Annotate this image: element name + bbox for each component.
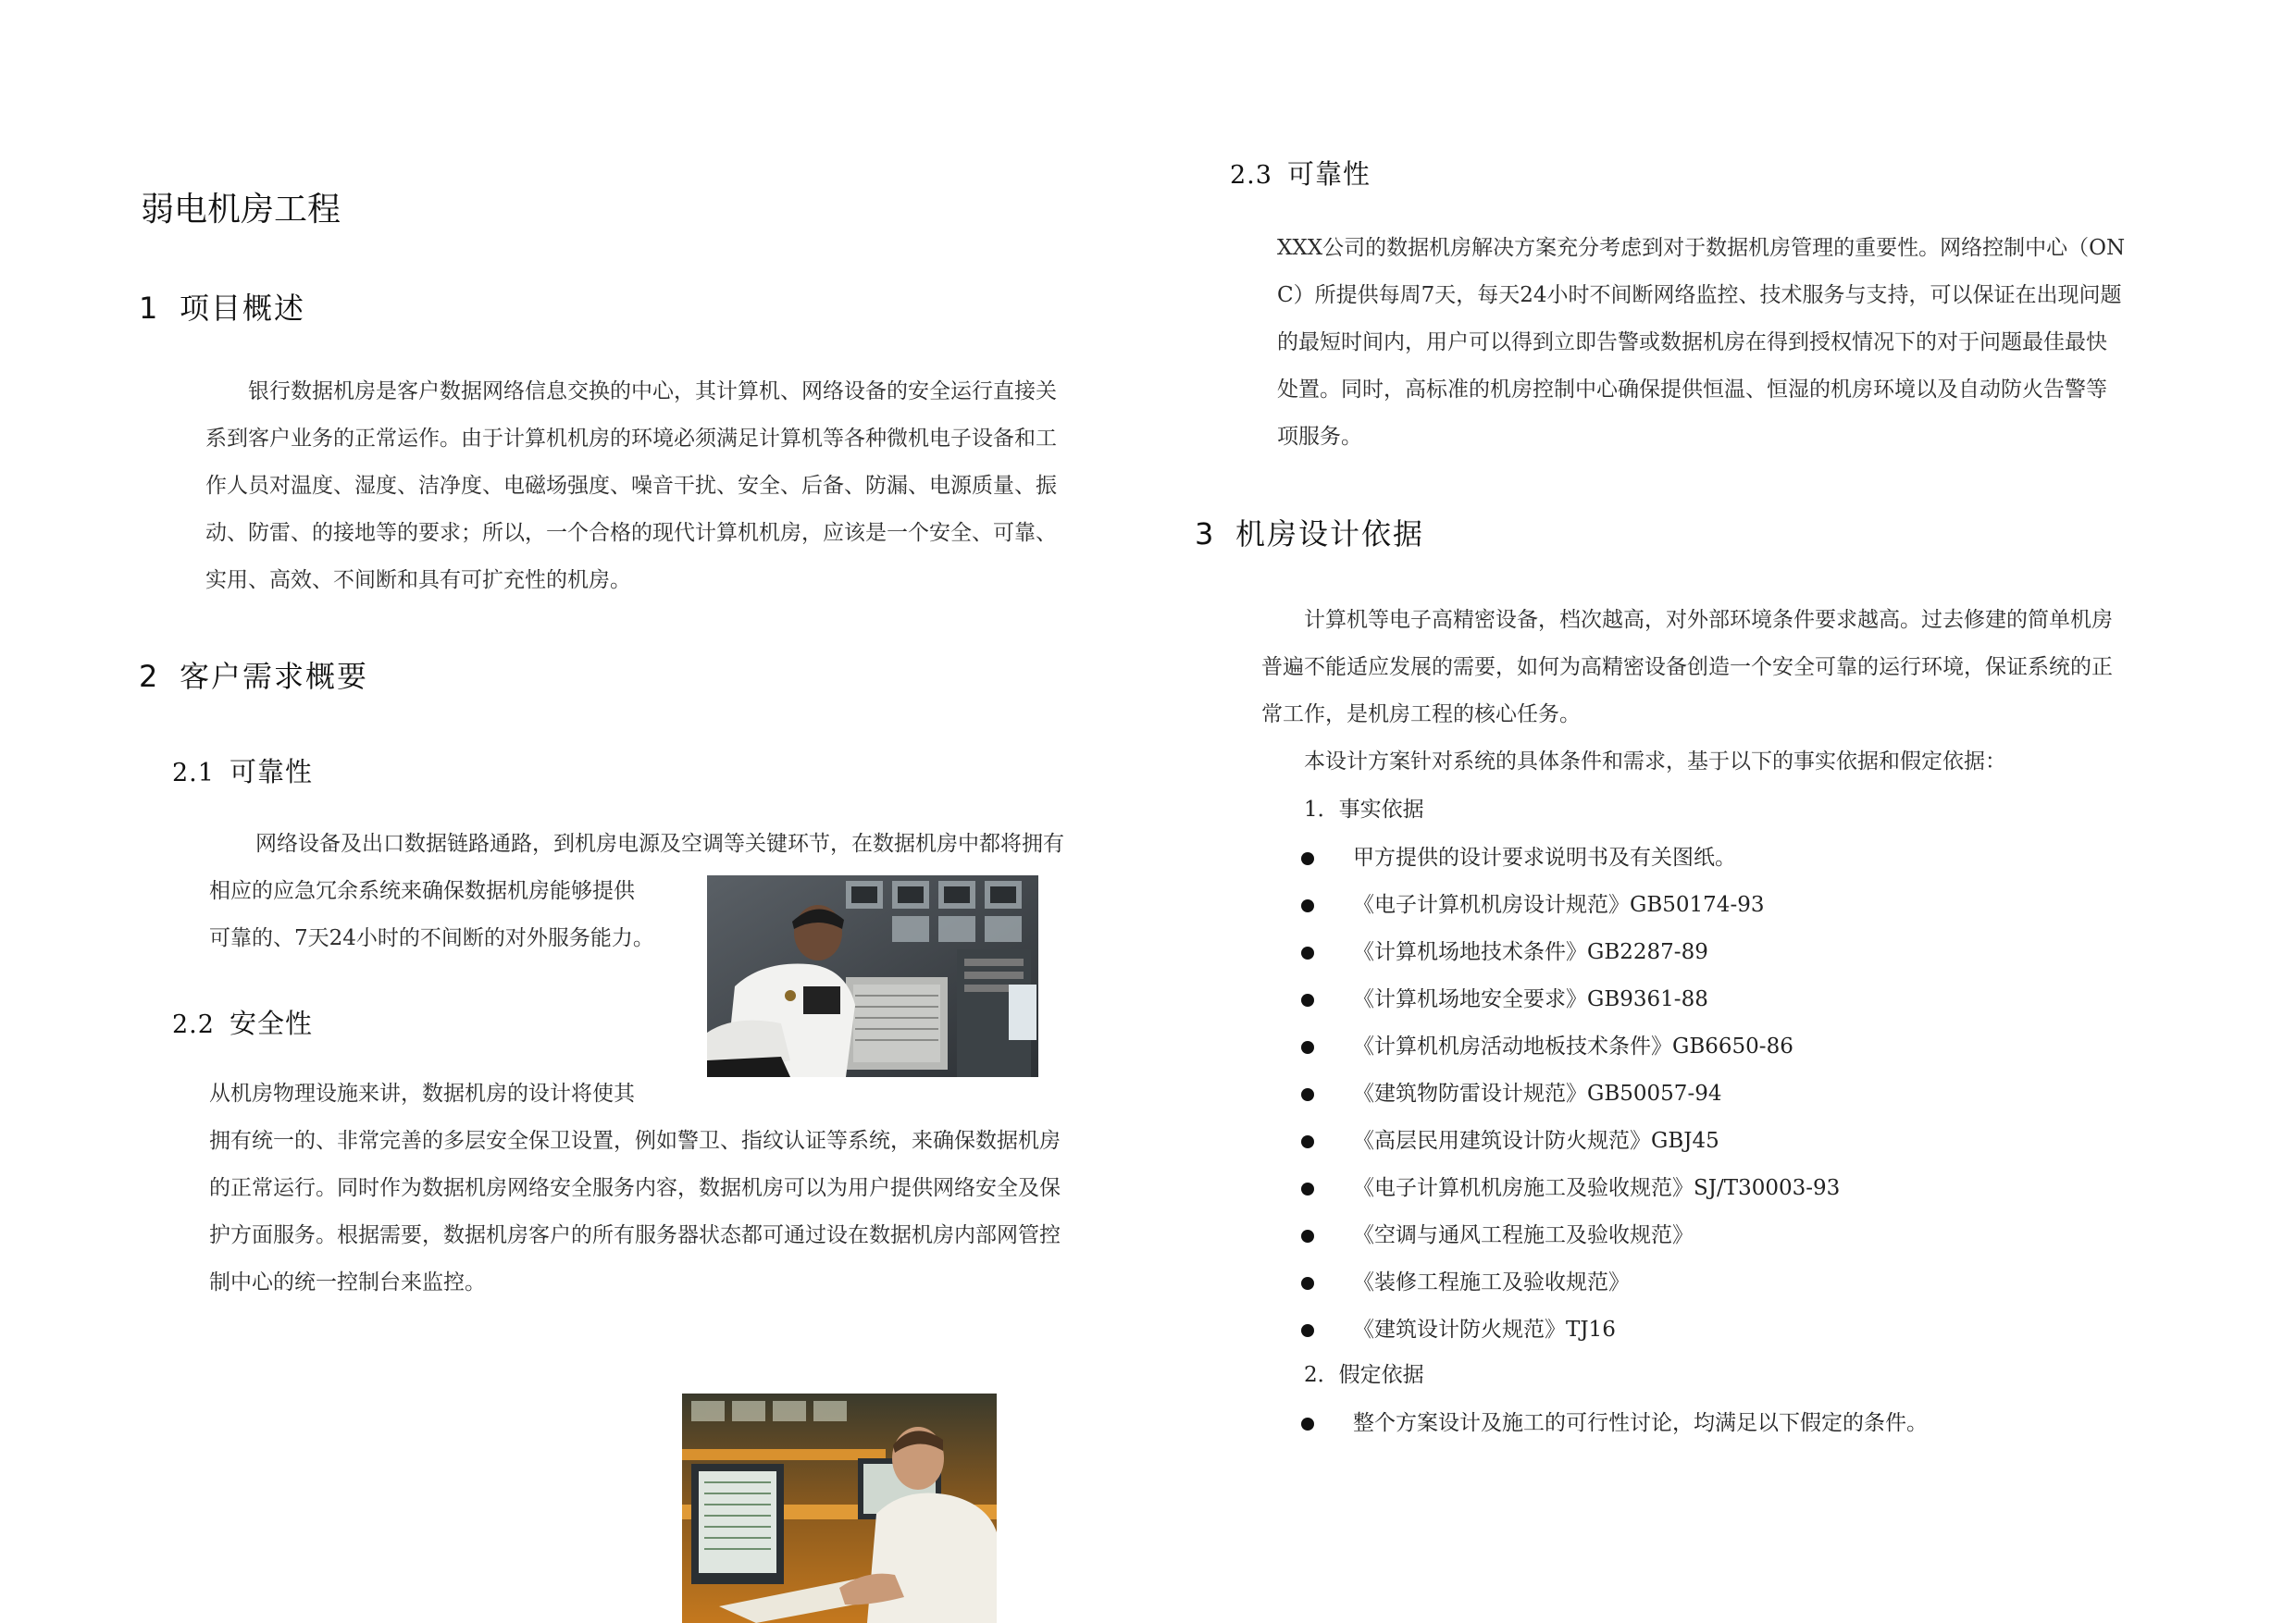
list-item: 《高层民用建筑设计防火规范》GBJ45 bbox=[1296, 1118, 2221, 1165]
bullet-icon bbox=[1301, 1230, 1314, 1243]
section-3-body bbox=[1261, 597, 2196, 786]
paragraph-line: 制中心的统一控制台来监控。 bbox=[209, 1270, 486, 1295]
bullet-icon bbox=[1301, 994, 1314, 1007]
paragraph-line: 动、防雷、的接地等的要求；所以，一个合格的现代计算机机房，应该是一个安全、可靠、 bbox=[205, 521, 1057, 545]
paragraph-line: 处置。同时，高标准的机房控制中心确保提供恒温、恒湿的机房环境以及自动防火告警等 bbox=[1277, 378, 2107, 402]
bullet-icon bbox=[1301, 947, 1314, 960]
section-title: 机房设计依据 bbox=[1235, 516, 1425, 551]
list-item: 《电子计算机机房设计规范》GB50174-93 bbox=[1296, 882, 2221, 929]
subsection-title: 可靠性 bbox=[230, 756, 314, 787]
subsection-title: 可靠性 bbox=[1287, 158, 1371, 190]
subsection-2-3-heading bbox=[1230, 154, 1371, 192]
subsection-number: 2.3 bbox=[1230, 161, 1272, 190]
paragraph-line: 的正常运行。同时作为数据机房网络安全服务内容，数据机房可以为用户提供网络安全及保 bbox=[209, 1176, 1061, 1200]
paragraph-line: 相应的应急冗余系统来确保数据机房能够提供 bbox=[209, 879, 635, 903]
list-item: 《电子计算机机房施工及验收规范》SJ/T30003-93 bbox=[1296, 1165, 2221, 1212]
paragraph-line: C）所提供每周7天，每天24小时不间断网络监控、技术服务与支持，可以保证在出现问题 bbox=[1277, 283, 2122, 307]
subsection-2-1-heading bbox=[172, 751, 313, 789]
bullet-icon bbox=[1301, 852, 1314, 865]
section-2-heading bbox=[139, 653, 368, 696]
bullet-icon bbox=[1301, 1277, 1314, 1290]
subsection-2-2-body bbox=[209, 1071, 1144, 1307]
bullet-icon bbox=[1301, 1183, 1314, 1196]
list-item: 甲方提供的设计要求说明书及有关图纸。 bbox=[1296, 835, 2221, 882]
list-item: 《计算机机房活动地板技术条件》GB6650-86 bbox=[1296, 1023, 2221, 1071]
list-item: 整个方案设计及施工的可行性讨论，均满足以下假定的条件。 bbox=[1296, 1400, 2221, 1447]
security-guard-photo bbox=[707, 875, 1038, 1077]
assumptions-label: 2．假定依据 bbox=[1304, 1363, 1424, 1387]
subsection-title: 安全性 bbox=[230, 1008, 314, 1039]
subsection-number: 2.2 bbox=[172, 1010, 215, 1039]
paragraph-line: 拥有统一的、非常完善的多层安全保卫设置，例如警卫、指纹认证等系统，来确保数据机房 bbox=[209, 1129, 1061, 1153]
paragraph-line: 常工作，是机房工程的核心任务。 bbox=[1261, 702, 1581, 726]
bullet-icon bbox=[1301, 899, 1314, 912]
bullet-icon bbox=[1301, 1088, 1314, 1101]
paragraph-line: 计算机等电子高精密设备，档次越高，对外部环境条件要求越高。过去修建的简单机房 bbox=[1304, 608, 2113, 632]
paragraph-line: 普遍不能适应发展的需要，如何为高精密设备创造一个安全可靠的运行环境，保证系统的正 bbox=[1261, 655, 2113, 679]
bullet-icon bbox=[1301, 1135, 1314, 1148]
intro-line: 本设计方案针对系统的具体条件和需求，基于以下的事实依据和假定依据： bbox=[1304, 750, 2006, 774]
list-item: 《建筑物防雷设计规范》GB50057-94 bbox=[1296, 1071, 2221, 1118]
section-1-heading bbox=[139, 285, 305, 328]
paragraph-line: XXX公司的数据机房解决方案充分考虑到对于数据机房管理的重要性。网络控制中心（ON bbox=[1277, 236, 2126, 260]
paragraph-line: 银行数据机房是客户数据网络信息交换的中心，其计算机、网络设备的安全运行直接关 bbox=[248, 379, 1057, 403]
paragraph-line: 作人员对温度、湿度、洁净度、电磁场强度、噪音干扰、安全、后备、防漏、电源质量、振 bbox=[205, 474, 1057, 498]
bullet-icon bbox=[1301, 1041, 1314, 1054]
subsection-2-3-body bbox=[1277, 225, 2203, 461]
subsection-2-2-heading bbox=[172, 1003, 313, 1041]
section-number: 2 bbox=[139, 659, 160, 694]
section-number: 3 bbox=[1195, 516, 1216, 551]
paragraph-line: 项服务。 bbox=[1277, 425, 1362, 449]
list-item: 《建筑设计防火规范》TJ16 bbox=[1296, 1307, 2221, 1354]
bullet-icon bbox=[1301, 1324, 1314, 1337]
list-item: 《空调与通风工程施工及验收规范》 bbox=[1296, 1212, 2221, 1259]
section-title: 客户需求概要 bbox=[180, 659, 369, 694]
paragraph-line: 护方面服务。根据需要，数据机房客户的所有服务器状态都可通过设在数据机房内部网管控 bbox=[209, 1223, 1061, 1247]
section-3-heading bbox=[1195, 511, 1424, 553]
paragraph-line: 的最短时间内，用户可以得到立即告警或数据机房在得到授权情况下的对于问题最佳最快 bbox=[1277, 330, 2107, 354]
assumptions-list bbox=[1296, 1400, 2221, 1447]
paragraph-line: 系到客户业务的正常运作。由于计算机机房的环境必须满足计算机等各种微机电子设备和工 bbox=[205, 427, 1057, 451]
paragraph-line: 可靠的、7天24小时的不间断的对外服务能力。 bbox=[209, 926, 654, 950]
subsection-number: 2.1 bbox=[172, 759, 215, 787]
bullet-icon bbox=[1301, 1418, 1314, 1431]
document-title: 弱电机房工程 bbox=[141, 191, 341, 229]
section-title: 项目概述 bbox=[180, 291, 306, 326]
paragraph-line: 从机房物理设施来讲，数据机房的设计将使其 bbox=[209, 1082, 635, 1106]
paragraph-line: 实用、高效、不间断和具有可扩充性的机房。 bbox=[205, 568, 631, 592]
list-item: 《计算机场地安全要求》GB9361-88 bbox=[1296, 976, 2221, 1023]
list-item: 《计算机场地技术条件》GB2287-89 bbox=[1296, 929, 2221, 976]
section-number: 1 bbox=[139, 291, 160, 326]
facts-label: 1．事实依据 bbox=[1304, 798, 1424, 822]
facts-list bbox=[1296, 835, 2221, 1354]
list-item: 《装修工程施工及验收规范》 bbox=[1296, 1259, 2221, 1307]
operator-workstation-photo bbox=[682, 1394, 997, 1623]
section-1-body bbox=[205, 368, 1140, 604]
paragraph-line: 网络设备及出口数据链路通路，到机房电源及空调等关键环节，在数据机房中都将拥有 bbox=[255, 832, 1064, 856]
